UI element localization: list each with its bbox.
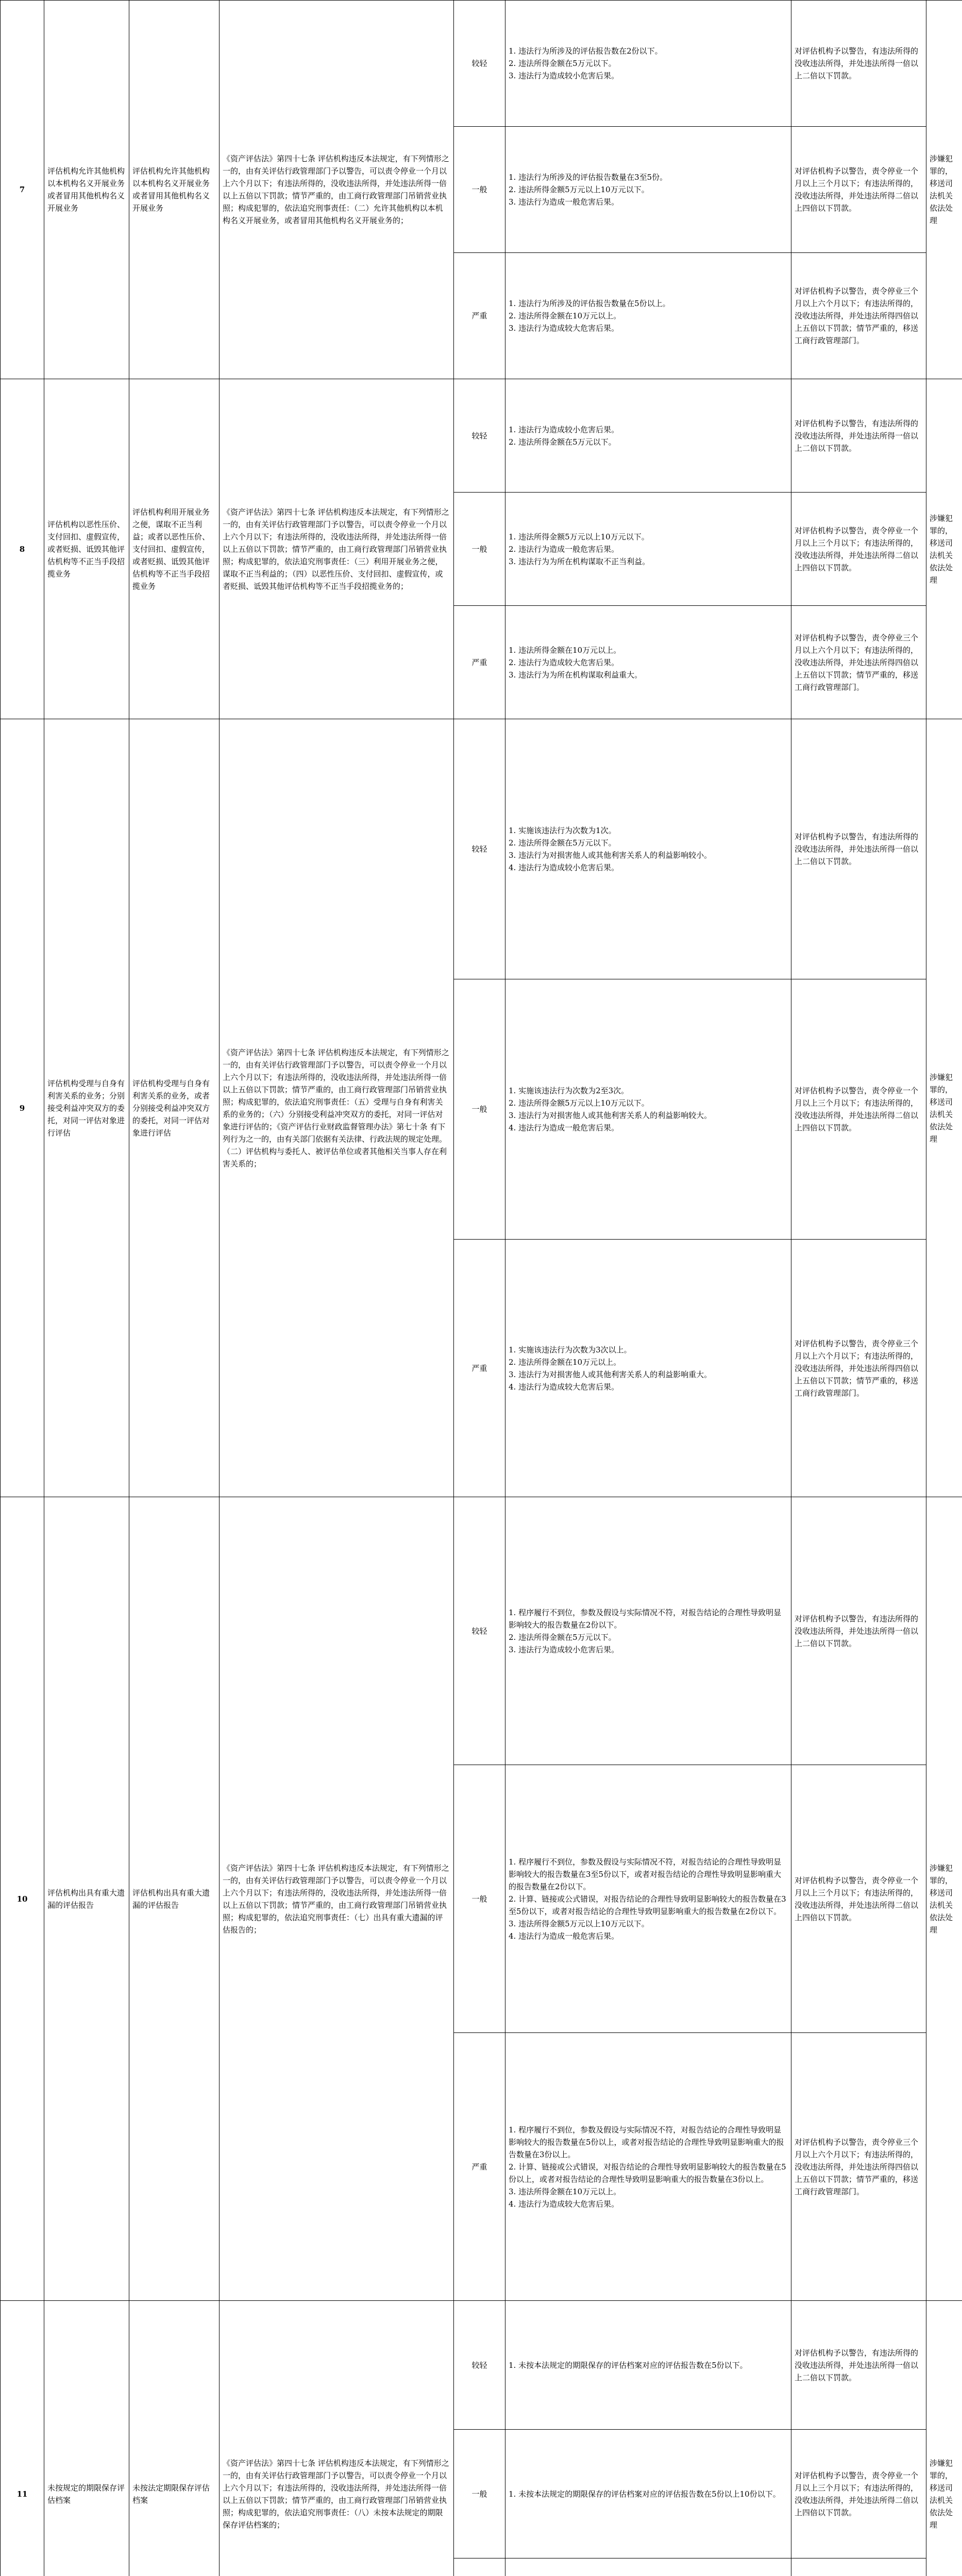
standard-item: 4. 违法行为造成较大危害后果。 [509, 1382, 619, 1392]
punishment: 对评估机构予以警告，责令停业三个月以上六个月以下；有违法所得的，没收违法所得，并处违法所得四倍以上五倍以下罚款；情节严重的，移送工商行政管理部门。 [791, 1240, 926, 1497]
standard-item: 3. 违法行为对损害他人或其他利害关系人的利益影响重大。 [509, 1369, 712, 1379]
item-number: 8 [1, 379, 44, 719]
standard-item: 2. 计算、链接或公式错误，对报告结论的合理性导致明显影响较大的报告数量在3至5份以下，或者对报告结论的合理性导致明显影响重大的报告数量在2份以下。 [509, 1894, 786, 1916]
offense-description: 评估机构允许其他机构以本机构名义开展业务或者冒用其他机构名义开展业务 [129, 1, 220, 379]
discretion-standards [505, 2558, 791, 2576]
punishment: 对评估机构予以警告，责令停业三个月以上六个月以下；有违法所得的，没收违法所得，并处违法所得四倍以上五倍以下罚款；情节严重的，移送工商行政管理部门。 [791, 2033, 926, 2301]
standard-item: 1. 违法所得金额在10万元以上。 [509, 645, 621, 655]
discretion-standards [505, 127, 791, 253]
standard-item: 4. 违法行为造成较小危害后果。 [509, 863, 619, 872]
standard-item: 1. 违法行为造成较小危害后果。 [509, 425, 619, 434]
punishment [791, 2558, 926, 2576]
standard-item: 1. 实施该违法行为次数为2至3次。 [509, 1086, 629, 1095]
standard-item: 1. 违法行为所涉及的评估报告数在2份以下。 [509, 46, 663, 56]
punishment: 对评估机构予以警告，有违法所得的没收违法所得，并处违法所得一倍以上二倍以下罚款。 [791, 1, 926, 127]
offense-description: 未按法定期限保存评估档案 [129, 2301, 220, 2576]
standard-item: 1. 违法行为所涉及的评估报告数量在3至5份。 [509, 173, 668, 182]
severity-level: 严重 [454, 2033, 505, 2301]
standard-item: 2. 违法所得金额在5万元以下。 [509, 437, 616, 447]
punishment: 对评估机构予以警告，责令停业三个月以上六个月以下；有违法所得的，没收违法所得，并处违法所得四倍以上五倍以下罚款；情节严重的，移送工商行政管理部门。 [791, 253, 926, 379]
punishment: 对评估机构予以警告，有违法所得的没收违法所得，并处违法所得一倍以上二倍以下罚款。 [791, 379, 926, 493]
remark: 涉嫌犯罪的，移送司法机关依法处理 [926, 379, 962, 719]
standard-item: 1. 程序履行不到位，参数及假设与实际情况不符，对报告结论的合理性导致明显影响较大的报告数量在3至5份以下，或者对报告结论的合理性导致明显影响重大的报告数量在2份以下。 [509, 1857, 782, 1891]
remark: 涉嫌犯罪的，移送司法机关依法处理 [926, 2301, 962, 2576]
violation-name: 评估机构允许其他机构以本机构名义开展业务或者冒用其他机构名义开展业务 [44, 1, 129, 379]
standard-item: 3. 违法行为造成较大危害后果。 [509, 324, 619, 333]
discretion-standards [505, 2430, 791, 2558]
punishment: 对评估机构予以警告，有违法所得的没收违法所得，并处违法所得一倍以上二倍以下罚款。 [791, 719, 926, 979]
standard-item: 1. 违法行为所涉及的评估报告数量在5份以上。 [509, 299, 670, 308]
severity-level: 较轻 [454, 1497, 505, 1765]
standard-item: 1. 实施该违法行为次数为3次以上。 [509, 1345, 632, 1354]
standard-item: 4. 违法行为造成一般危害后果。 [509, 1123, 619, 1132]
standard-item: 4. 违法行为造成较大危害后果。 [509, 2199, 619, 2209]
standard-item: 2. 违法所得金额5万元以上10万元以下。 [509, 185, 649, 194]
legal-basis: 《资产评估法》第四十七条 评估机构违反本法规定，有下列情形之一的，由有关评估行政管理部门予以警告，可以责令停业一个月以上六个月以下；有违法所得的，没收违法所得，并处违法所得一倍以上五倍以下罚款；情节严重的，由工商行政管理部门吊销营业执照；构成犯罪的，依法追究刑事责任：（七）出具有重大遗漏的评估报告的； [220, 1497, 454, 2301]
standard-item: 2. 违法所得金额在5万元以下。 [509, 1632, 616, 1642]
discretion-standards [505, 379, 791, 493]
severity-level: 较轻 [454, 379, 505, 493]
offense-description: 评估机构受理与自身有利害关系的业务，或者分别接受利益冲突双方的委托，对同一评估对象进行评估 [129, 719, 220, 1497]
severity-level: 一般 [454, 979, 505, 1240]
standard-item: 1. 程序履行不到位，参数及假设与实际情况不符，对报告结论的合理性导致明显影响较大的报告数量在2份以下。 [509, 1607, 782, 1630]
standard-item: 2. 违法行为造成较大危害后果。 [509, 657, 619, 667]
violation-name: 未按规定的期限保存评估档案 [44, 2301, 129, 2576]
punishment: 对评估机构予以警告，责令停业一个月以上三个月以下；有违法所得的，没收违法所得，并处违法所得二倍以上四倍以下罚款。 [791, 493, 926, 606]
standard-item: 1. 未按本法规定的期限保存的评估档案对应的评估报告数在5份以下。 [509, 2360, 748, 2370]
standard-item: 3. 违法所得金额5万元以上10万元以下。 [509, 1919, 649, 1928]
punishment: 对评估机构予以警告，责令停业一个月以上三个月以下；有违法所得的，没收违法所得，并处违法所得二倍以上四倍以下罚款。 [791, 2430, 926, 2558]
remark: 涉嫌犯罪的，移送司法机关依法处理 [926, 1, 962, 379]
severity-level: 严重 [454, 1240, 505, 1497]
severity-level: 较轻 [454, 2301, 505, 2430]
discretion-standards [505, 979, 791, 1240]
violation-name: 评估机构出具有重大遗漏的评估报告 [44, 1497, 129, 2301]
severity-level [454, 2558, 505, 2576]
punishment: 对评估机构予以警告，责令停业一个月以上三个月以下；有违法所得的，没收违法所得，并处违法所得二倍以上四倍以下罚款。 [791, 979, 926, 1240]
severity-level: 一般 [454, 493, 505, 606]
standard-item: 2. 违法所得金额在10万元以上。 [509, 1357, 621, 1367]
table-row [1, 2301, 962, 2430]
offense-description: 评估机构利用开展业务之便，谋取不正当利益；或者以恶性压价、支付回扣、虚假宣传，或者贬损、诋毁其他评估机构等不正当手段招揽业务 [129, 379, 220, 719]
punishment: 对评估机构予以警告，责令停业一个月以上三个月以下；有违法所得的，没收违法所得，并处违法所得二倍以上四倍以下罚款。 [791, 127, 926, 253]
standard-item: 4. 违法行为造成一般危害后果。 [509, 1931, 619, 1941]
severity-level: 严重 [454, 606, 505, 719]
offense-description: 评估机构出具有重大遗漏的评估报告 [129, 1497, 220, 2301]
legal-basis: 《资产评估法》第四十七条 评估机构违反本法规定，有下列情形之一的，由有关评估行政管理部门予以警告，可以责令停业一个月以上六个月以下；有违法所得的，没收违法所得，并处违法所得一倍以上五倍以下罚款；情节严重的，由工商行政管理部门吊销营业执照；构成犯罪的，依法追究刑事责任：（八）未按本法规定的期限保存评估档案的； [220, 2301, 454, 2576]
discretion-standards [505, 2301, 791, 2430]
standard-item: 1. 实施该违法行为次数为1次。 [509, 826, 616, 835]
standard-item: 3. 违法行为造成较小危害后果。 [509, 1645, 619, 1654]
table-row [1, 379, 962, 493]
discretion-standards [505, 493, 791, 606]
punishment: 对评估机构予以警告，责令停业三个月以上六个月以下；有违法所得的，没收违法所得，并处违法所得四倍以上五倍以下罚款；情节严重的，移送工商行政管理部门。 [791, 606, 926, 719]
discretion-standards [505, 719, 791, 979]
item-number: 11 [1, 2301, 44, 2576]
item-number: 7 [1, 1, 44, 379]
item-number: 10 [1, 1497, 44, 2301]
table-row [1, 719, 962, 979]
standard-item: 3. 违法行为为所在机构谋取利益重大。 [509, 670, 643, 680]
table-row [1, 1, 962, 127]
standard-item: 1. 未按本法规定的期限保存的评估档案对应的评估报告数在5份以上10份以下。 [509, 2489, 781, 2499]
discretion-standards [505, 1497, 791, 1765]
standard-item: 1. 程序履行不到位，参数及假设与实际情况不符，对报告结论的合理性导致明显影响较大的报告数量在5份以上，或者对报告结论的合理性导致明显影响重大的报告数量在3份以上。 [509, 2125, 784, 2159]
discretion-standards [505, 1765, 791, 2033]
remark: 涉嫌犯罪的，移送司法机关依法处理 [926, 1497, 962, 2301]
standard-item: 3. 违法行为对损害他人或其他利害关系人的利益影响较小。 [509, 851, 712, 860]
legal-basis: 《资产评估法》第四十七条 评估机构违反本法规定，有下列情形之一的，由有关评估行政管理部门予以警告，可以责令停业一个月以上六个月以下；有违法所得的，没收违法所得，并处违法所得一倍以上五倍以下罚款；情节严重的，由工商行政管理部门吊销营业执照；构成犯罪的，依法追究刑事责任：（二）允许其他机构以本机构名义开展业务，或者冒用其他机构名义开展业务的； [220, 1, 454, 379]
table-row [1, 1497, 962, 1765]
table-body [1, 1, 962, 2576]
standard-item: 2. 计算、链接或公式错误，对报告结论的合理性导致明显影响较大的报告数量在5份以上，或者对报告结论的合理性导致明显影响重大的报告数量在3份以上。 [509, 2162, 786, 2184]
discretion-standards [505, 1240, 791, 1497]
standard-item: 2. 违法所得金额在5万元以下。 [509, 838, 616, 848]
discretion-standards [505, 606, 791, 719]
standard-item: 1. 违法所得金额5万元以上10万元以下。 [509, 532, 649, 541]
standard-item: 2. 违法所得金额在5万元以下。 [509, 59, 616, 68]
standard-item: 3. 违法行为对损害他人或其他利害关系人的利益影响较大。 [509, 1111, 712, 1120]
severity-level: 一般 [454, 2430, 505, 2558]
severity-level: 严重 [454, 253, 505, 379]
standard-item: 2. 违法行为造成一般危害后果。 [509, 544, 619, 554]
standard-item: 2. 违法所得金额5万元以上10万元以下。 [509, 1098, 649, 1108]
severity-level: 较轻 [454, 1, 505, 127]
punishment: 对评估机构予以警告，责令停业一个月以上三个月以下；有违法所得的，没收违法所得，并处违法所得二倍以上四倍以下罚款。 [791, 1765, 926, 2033]
item-number: 9 [1, 719, 44, 1497]
standard-item: 3. 违法行为为所在机构谋取不正当利益。 [509, 556, 650, 566]
severity-level: 较轻 [454, 719, 505, 979]
punishment: 对评估机构予以警告，有违法所得的没收违法所得，并处违法所得一倍以上二倍以下罚款。 [791, 1497, 926, 1765]
discretion-standards [505, 253, 791, 379]
severity-level: 一般 [454, 1765, 505, 2033]
discretion-standards [505, 2033, 791, 2301]
standard-item: 3. 违法行为造成较小危害后果。 [509, 71, 619, 80]
standard-item: 3. 违法所得金额在10万元以上。 [509, 2187, 621, 2196]
discretion-standards [505, 1, 791, 127]
punishment: 对评估机构予以警告，有违法所得的没收违法所得，并处违法所得一倍以上二倍以下罚款。 [791, 2301, 926, 2430]
standard-item: 2. 违法所得金额在10万元以上。 [509, 311, 621, 320]
legal-basis: 《资产评估法》第四十七条 评估机构违反本法规定，有下列情形之一的，由有关评估行政管理部门予以警告，可以责令停业一个月以上六个月以下；有违法所得的，没收违法所得，并处违法所得一倍以上五倍以下罚款；情节严重的，由工商行政管理部门吊销营业执照；构成犯罪的，依法追究刑事责任：（三）利用开展业务之便，谋取不正当利益的；（四）以恶性压价、支付回扣、虚假宣传，或者贬损、诋毁其他评估机构等不正当手段招揽业务的； [220, 379, 454, 719]
standard-item: 3. 违法行为造成一般危害后果。 [509, 197, 619, 207]
legal-basis: 《资产评估法》第四十七条 评估机构违反本法规定，有下列情形之一的，由有关评估行政管理部门予以警告，可以责令停业一个月以上六个月以下；有违法所得的，没收违法所得，并处违法所得一倍以上五倍以下罚款；情节严重的，由工商行政管理部门吊销营业执照；构成犯罪的，依法追究刑事责任：（五）受理与自身有利害关系的业务的；（六）分别接受利益冲突双方的委托，对同一评估对象进行评估的；《资产评估行业财政监督管理办法》第七十条 有下列行为之一的，由有关部门依据有关法律、行政法规的规定处理。（二）评估机构与委托人、被评估单位或者其他相关当事人存在利害关系的； [220, 719, 454, 1497]
remark: 涉嫌犯罪的，移送司法机关依法处理 [926, 719, 962, 1497]
violation-name: 评估机构受理与自身有利害关系的业务；分别接受利益冲突双方的委托，对同一评估对象进行评估 [44, 719, 129, 1497]
violation-name: 评估机构以恶性压价、支付回扣、虚假宣传，或者贬损、诋毁其他评估机构等不正当手段招揽业务 [44, 379, 129, 719]
severity-level: 一般 [454, 127, 505, 253]
